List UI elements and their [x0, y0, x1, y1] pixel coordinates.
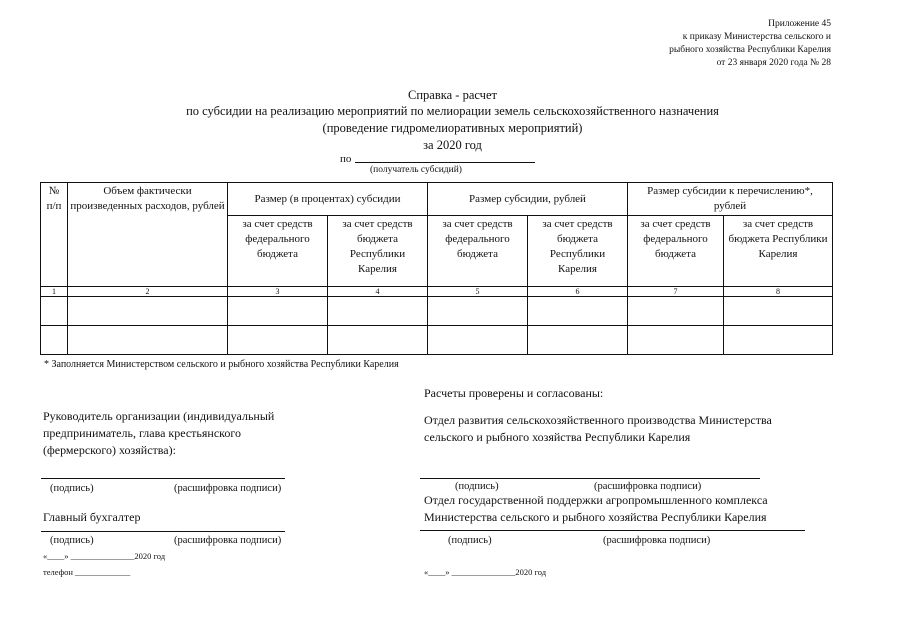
- appendix-line-2: к приказу Министерства сельского и: [682, 32, 831, 42]
- table-cell[interactable]: [328, 326, 428, 355]
- dept1-line-1: Отдел развития сельскохозяйственного производства Министерства: [424, 413, 772, 427]
- group-header-transfer: Размер субсидии к перечислению*, рублей: [628, 183, 833, 216]
- group-header-amount: Размер субсидии, рублей: [428, 183, 628, 216]
- org-head-line-1: Руководитель организации (индивидуальный: [43, 409, 275, 423]
- dept1-sign-caption: (подпись): [455, 481, 499, 492]
- table-cell[interactable]: [68, 297, 228, 326]
- appendix-header: [669, 18, 831, 70]
- dept1-decode-caption: (расшифровка подписи): [594, 481, 702, 492]
- dept2-decode-caption: (расшифровка подписи): [603, 535, 711, 546]
- column-number: 6: [528, 287, 628, 297]
- sub-header-regional: за счет средств бюджета Республики Карелия: [528, 216, 628, 287]
- column-number: 7: [628, 287, 724, 297]
- table-cell[interactable]: [68, 326, 228, 355]
- chief-accountant-label: Главный бухгалтер: [43, 510, 141, 524]
- table-cell[interactable]: [528, 326, 628, 355]
- table-row: [41, 326, 833, 355]
- head-decode-caption: (расшифровка подписи): [174, 483, 282, 494]
- table-cell[interactable]: [228, 326, 328, 355]
- sub-header-federal: за счет средств федерального бюджета: [628, 216, 724, 287]
- document-title: Справка - расчет: [408, 88, 497, 102]
- table-cell[interactable]: [428, 326, 528, 355]
- document-subtitle-1: по субсидии на реализацию мероприятий по мелиорации земель сельскохозяйственного назначения: [186, 104, 719, 118]
- column-number: 3: [228, 287, 328, 297]
- document-subtitle-2: (проведение гидромелиоративных мероприятий): [322, 121, 583, 135]
- table-cell[interactable]: [41, 297, 68, 326]
- col-header-expenses: Объем фактически произведенных расходов, рублей: [68, 183, 228, 287]
- table-cell[interactable]: [328, 297, 428, 326]
- column-number: 2: [68, 287, 228, 297]
- sub-header-federal: за счет средств федерального бюджета: [228, 216, 328, 287]
- org-head-label: [43, 408, 274, 459]
- dept1-line-2: сельского и рыбного хозяйства Республики Карелия: [424, 430, 691, 444]
- table-cell[interactable]: [428, 297, 528, 326]
- appendix-line-4: от 23 января 2020 года № 28: [716, 58, 831, 68]
- table-cell[interactable]: [628, 326, 724, 355]
- sub-header-regional: за счет средств бюджета Республики Карелия: [328, 216, 428, 287]
- dept2-label: [424, 492, 768, 526]
- left-date-field[interactable]: «____» _______________2020 год: [43, 551, 166, 561]
- table-cell[interactable]: [628, 297, 724, 326]
- footnote: * Заполняется Министерством сельского и рыбного хозяйства Республики Карелия: [44, 359, 399, 370]
- appendix-line-3: рыбного хозяйства Республики Карелия: [669, 45, 831, 55]
- right-date-field[interactable]: «____» _______________2020 год: [424, 567, 547, 577]
- table-cell[interactable]: [528, 297, 628, 326]
- dept1-signature-line[interactable]: [420, 478, 760, 479]
- table-cell[interactable]: [724, 326, 833, 355]
- appendix-line-1: Приложение 45: [768, 19, 831, 29]
- column-number: 5: [428, 287, 528, 297]
- dept1-label: [424, 412, 772, 446]
- org-head-line-3: (фермерского) хозяйства):: [43, 443, 176, 457]
- dept2-signature-line[interactable]: [420, 530, 805, 531]
- recipient-field[interactable]: [355, 162, 535, 163]
- org-head-line-2: предприниматель, глава крестьянского: [43, 426, 242, 440]
- head-sign-caption: (подпись): [50, 483, 94, 494]
- recipient-hint: (получатель субсидий): [370, 165, 462, 175]
- document-year: за 2020 год: [423, 138, 482, 152]
- column-number-row: [41, 287, 833, 297]
- table-cell[interactable]: [41, 326, 68, 355]
- accountant-sign-caption: (подпись): [50, 535, 94, 546]
- phone-field[interactable]: телефон _____________: [43, 567, 131, 577]
- column-number: 1: [41, 287, 68, 297]
- sub-header-federal: за счет средств федерального бюджета: [428, 216, 528, 287]
- po-label: по: [340, 153, 352, 165]
- dept2-sign-caption: (подпись): [448, 535, 492, 546]
- table-row: [41, 297, 833, 326]
- column-number: 4: [328, 287, 428, 297]
- accountant-decode-caption: (расшифровка подписи): [174, 535, 282, 546]
- group-header-percent: Размер (в процентах) субсидии: [228, 183, 428, 216]
- head-signature-line[interactable]: [41, 478, 285, 479]
- subsidy-table: [40, 182, 833, 355]
- checked-label: Расчеты проверены и согласованы:: [424, 386, 604, 400]
- accountant-signature-line[interactable]: [41, 531, 285, 532]
- table-cell[interactable]: [228, 297, 328, 326]
- dept2-line-2: Министерства сельского и рыбного хозяйства Республики Карелия: [424, 510, 767, 524]
- sub-header-regional: за счет средств бюджета Республики Карелия: [724, 216, 833, 287]
- column-number: 8: [724, 287, 833, 297]
- table-cell[interactable]: [724, 297, 833, 326]
- dept2-line-1: Отдел государственной поддержки агропромышленного комплекса: [424, 493, 768, 507]
- col-header-no: № п/п: [41, 183, 68, 287]
